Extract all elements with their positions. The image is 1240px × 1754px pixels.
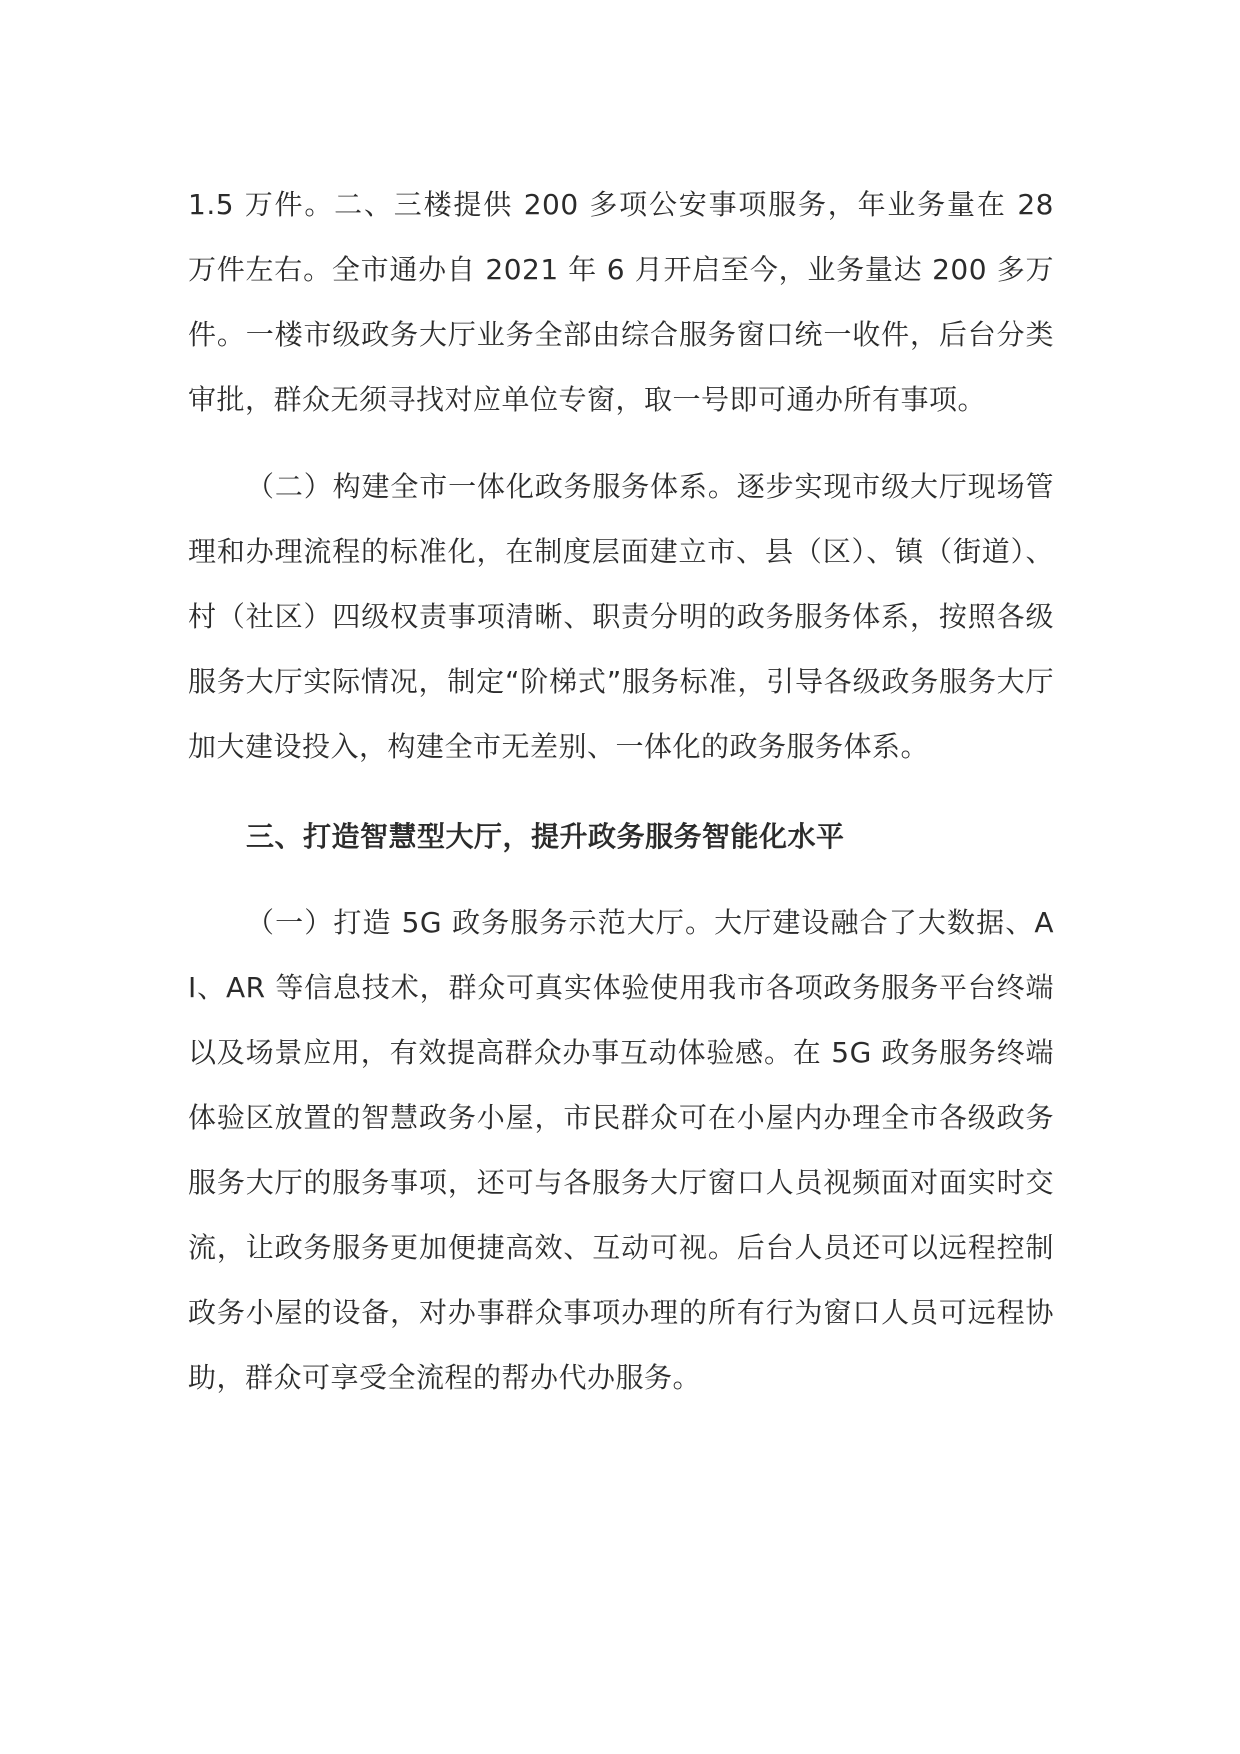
section-heading: 三、打造智慧型大厅，提升政务服务智能化水平 [246, 820, 845, 853]
document-body [188, 172, 1054, 1410]
paragraph-5g-demo-hall: （一）打造 5G 政务服务示范大厅。大厅建设融合了大数据、AI、AR 等信息技术，群众可真实体验使用我市各项政务服务平台终端以及场景应用，有效提高群众办事互动体验感。在 5G 政务服务终端体验区放置的智慧政务小屋，市民群众可在小屋内办理全市各级政务服务大厅的服务事项，还可与各服务大厅窗口人员视频面对面实时交流，让政务服务更加便捷高效、互动可视。后台人员还可以远程控制政务小屋的设备，对办事群众事项办理的所有行为窗口人员可远程协助，群众可享受全流程的帮办代办服务。 [188, 906, 1054, 1394]
paragraph-continuation: 1.5 万件。二、三楼提供 200 多项公安事项服务，年业务量在 28 万件左右。全市通办自 2021 年 6 月开启至今，业务量达 200 多万件。一楼市级政务大厅业务全部由综合服务窗口统一收件，后台分类审批，群众无须寻找对应单位专窗，取一号即可通办所有事项。 [188, 188, 1054, 416]
paragraph-unified-service-system: （二）构建全市一体化政务服务体系。逐步实现市级大厅现场管理和办理流程的标准化，在制度层面建立市、县（区）、镇（街道）、村（社区）四级权责事项清晰、职责分明的政务服务体系，按照各级服务大厅实际情况，制定“阶梯式”服务标准，引导各级政务服务大厅加大建设投入，构建全市无差别、一体化的政务服务体系。 [188, 470, 1054, 763]
